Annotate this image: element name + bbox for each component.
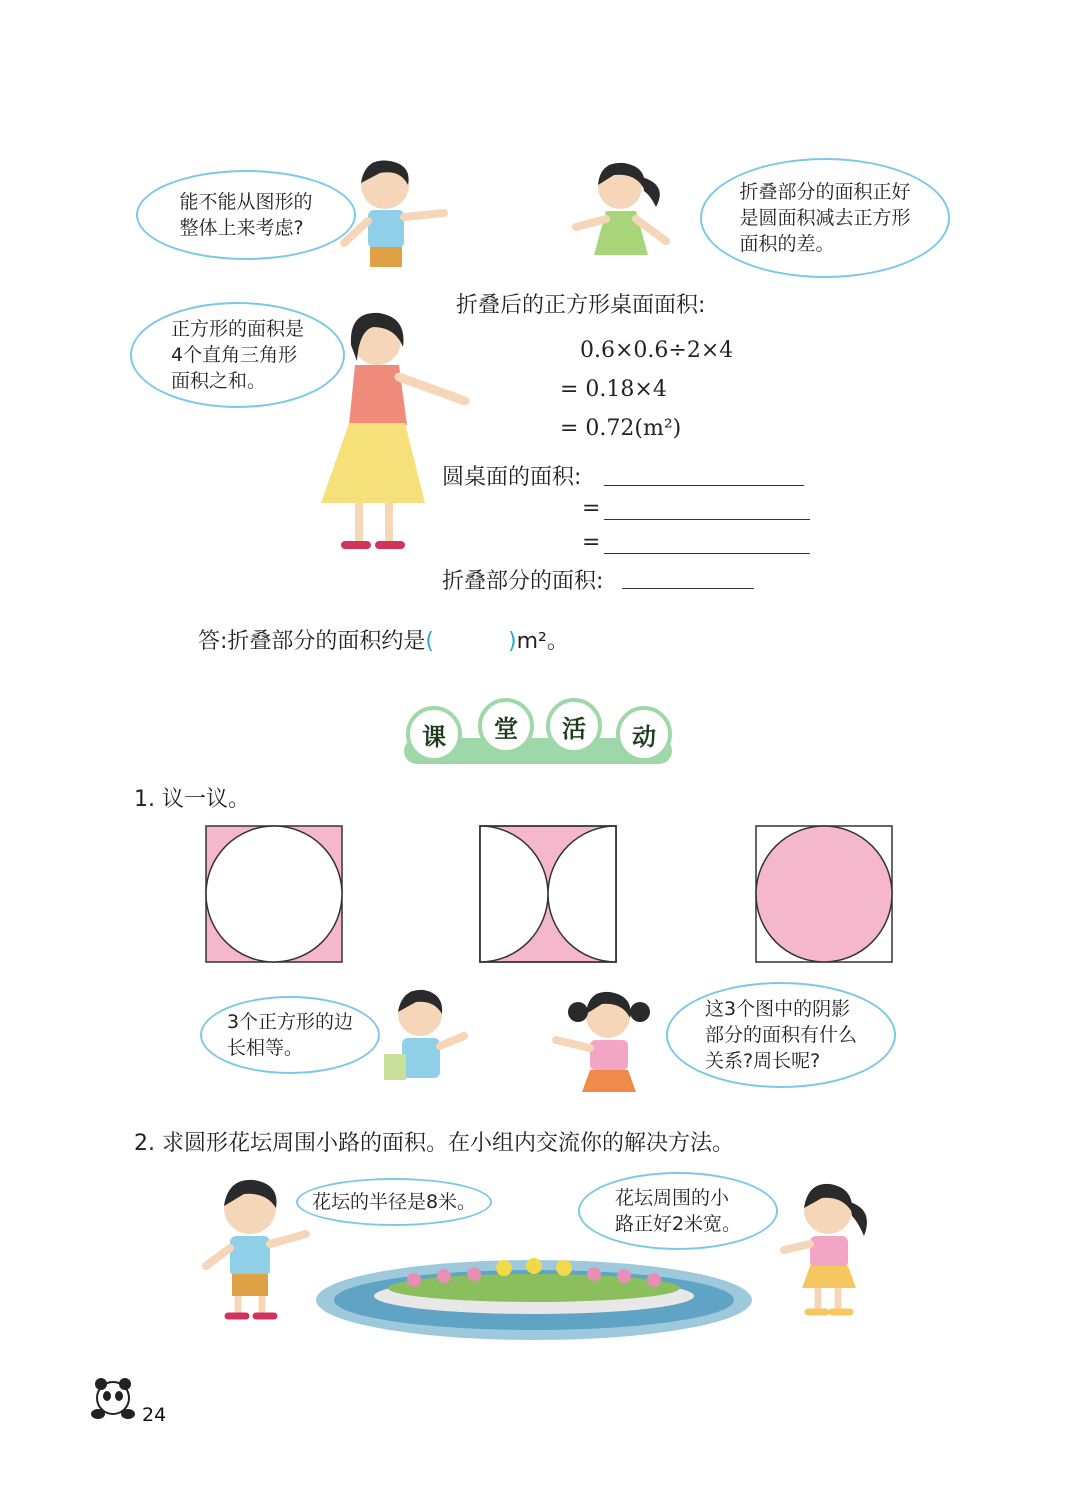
- speech-bubble-teacher: [130, 302, 345, 408]
- folded-part-label: 折叠部分的面积:: [442, 569, 604, 594]
- girl-illustration-bottom: [780, 1176, 880, 1322]
- answer-line: [198, 624, 569, 655]
- speech-text: 正方形的面积是 4个直角三角形 面积之和。: [170, 318, 304, 392]
- question-2: 2. 求圆形花坛周围小路的面积。在小组内交流你的解决方法。: [134, 1131, 734, 1156]
- calc-line-1: 0.6×0.6÷2×4: [580, 338, 734, 363]
- boy-illustration-bottom: [200, 1174, 310, 1324]
- activity-title-char-4: 动: [616, 706, 672, 762]
- folded-square-label: 折叠后的正方形桌面面积:: [456, 293, 706, 318]
- speech-text: 折叠部分的面积正好 是圆面积减去正方形 面积的差。: [739, 181, 911, 255]
- speech-text: 能不能从图形的 整体上来考虑?: [179, 191, 313, 239]
- speech-bubble-boy-mid: [200, 996, 380, 1074]
- girl-illustration-top: [570, 155, 680, 270]
- figure-square-four-quarter-circles: [754, 824, 894, 964]
- question-1: 1. 议一议。: [134, 787, 250, 812]
- round-area-label: 圆桌面的面积:: [442, 465, 582, 490]
- answer-blank-4[interactable]: [622, 588, 754, 589]
- boy-illustration-top: [340, 155, 450, 275]
- speech-text: 3个正方形的边 长相等。: [226, 1011, 354, 1059]
- answer-prefix: 答:折叠部分的面积约是: [198, 629, 426, 654]
- speech-bubble-boy-bottom: [296, 1178, 492, 1226]
- activity-title-char-1: 课: [406, 706, 462, 762]
- speech-bubble-girl-top: [700, 158, 950, 278]
- speech-text: 花坛的半径是8米。: [311, 1191, 477, 1213]
- speech-bubble-girl-bottom: [578, 1172, 778, 1250]
- activity-title-char-2: 堂: [478, 698, 534, 754]
- answer-open-paren: (: [425, 629, 435, 654]
- equals-sign-1: =: [582, 496, 601, 521]
- speech-bubble-boy-top: [136, 170, 356, 260]
- page-number: 24: [142, 1404, 167, 1426]
- teacher-illustration: [315, 305, 475, 560]
- figure-square-inscribed-circle: [204, 824, 344, 964]
- speech-text: 花坛周围的小 路正好2米宽。: [614, 1187, 742, 1235]
- answer-close-paren: ): [508, 629, 517, 654]
- equals-sign-2: =: [582, 530, 601, 555]
- panda-icon: [88, 1374, 138, 1424]
- answer-blank-1[interactable]: [604, 485, 804, 486]
- boy-illustration-mid: [380, 984, 470, 1094]
- speech-text: 这3个图中的阴影 部分的面积有什么 关系?周长呢?: [704, 998, 857, 1072]
- figure-square-two-semicircles: [478, 824, 618, 964]
- calc-line-2: = 0.18×4: [560, 377, 667, 402]
- flower-bed-illustration: [314, 1246, 754, 1344]
- speech-bubble-girl-mid: [666, 982, 896, 1088]
- answer-blank-3[interactable]: [604, 553, 810, 554]
- answer-blank-2[interactable]: [604, 519, 810, 520]
- answer-suffix: m²。: [516, 629, 569, 654]
- activity-title-char-3: 活: [546, 698, 602, 754]
- girl-illustration-mid: [550, 984, 660, 1096]
- calc-line-3: = 0.72(m²): [560, 416, 682, 441]
